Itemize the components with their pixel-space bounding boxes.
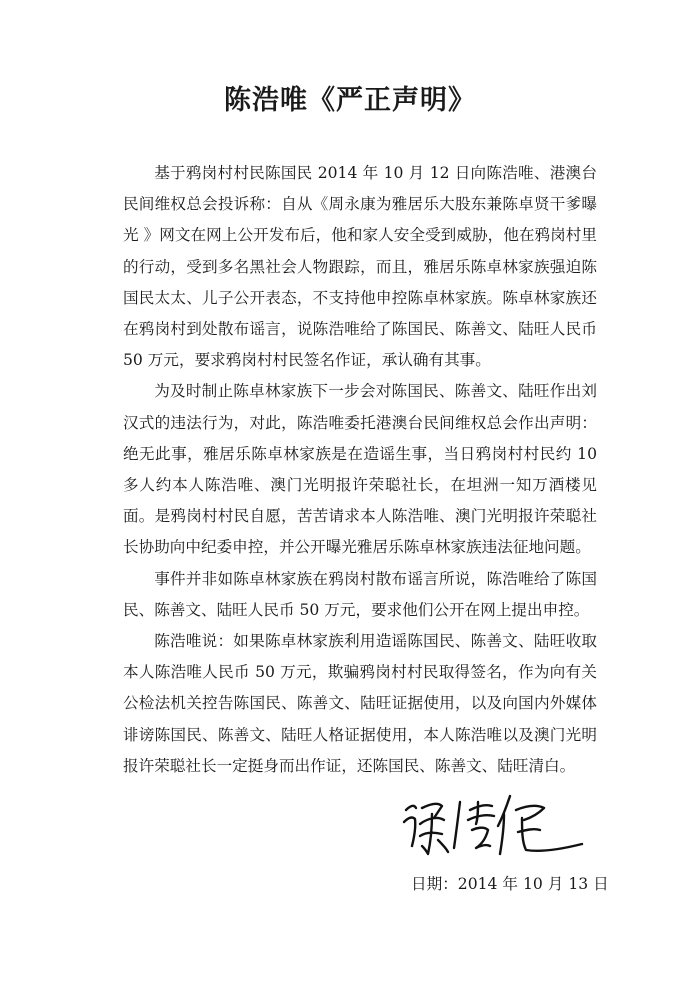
statement-date: 日期：2014 年 10 月 13 日 [411, 875, 609, 893]
paragraph-3: 事件并非如陈卓林家族在鸦岗村散布谣言所说，陈浩唯给了陈国民、陈善文、陆旺人民币 50 万元，要求他们公开在网上提出申控。 [123, 569, 597, 619]
paragraph-4: 陈浩唯说：如果陈卓林家族利用造谣陈国民、陈善文、陆旺收取本人陈浩唯人民币 50 万元，欺骗鸦岗村村民取得签名，作为向有关公检法机关控告陈国民、陈善文、陆旺证据使用，以及向国内外媒体诽谤陈国民、陈善文、陆旺人格证据使用，本人陈浩唯以及澳门光明报许荣聪社长一定挺身而出作证，还陈国民、陈善文、陆旺清白。 [123, 632, 597, 775]
paragraph-2: 为及时制止陈卓林家族下一步会对陈国民、陈善文、陆旺作出刘汉式的违法行为，对此，陈浩唯委托港澳台民间维权总会作出声明：绝无此事，雅居乐陈卓林家族是在造谣生事，当日鸦岗村村民约 10多人约本人陈浩唯、澳门光明报许荣聪社长，在坦洲一知万酒楼见面。是鸦岗村村民自愿，苦苦请求本人陈浩唯、澳门光明报许荣聪社长协助向中纪委申控，并公开曝光雅居乐陈卓林家族违法征地问题。 [123, 382, 597, 557]
document-title: 陈浩唯《严正声明》 [224, 85, 476, 116]
statement-body [123, 158, 602, 782]
handwritten-signature [398, 788, 588, 860]
paragraph-1: 基于鸦岗村村民陈国民 2014 年 10 月 12 日向陈浩唯、港澳台民间维权总会投诉称：自从《周永康为雅居乐大股东兼陈卓贤干爹曝光 》网文在网上公开发布后，他和家人安全受到威胁，他在鸦岗村里的行动，受到多名黑社会人物跟踪，而且，雅居乐陈卓林家族强迫陈国民太太、儿子公开表态，不支持他申控陈卓林家族。陈卓林家族还在鸦岗村到处散布谣言，说陈浩唯给了陈国民、陈善文、陆旺人民币 50 万元，要求鸦岗村村民签名作证，承认确有其事。 [123, 164, 602, 370]
